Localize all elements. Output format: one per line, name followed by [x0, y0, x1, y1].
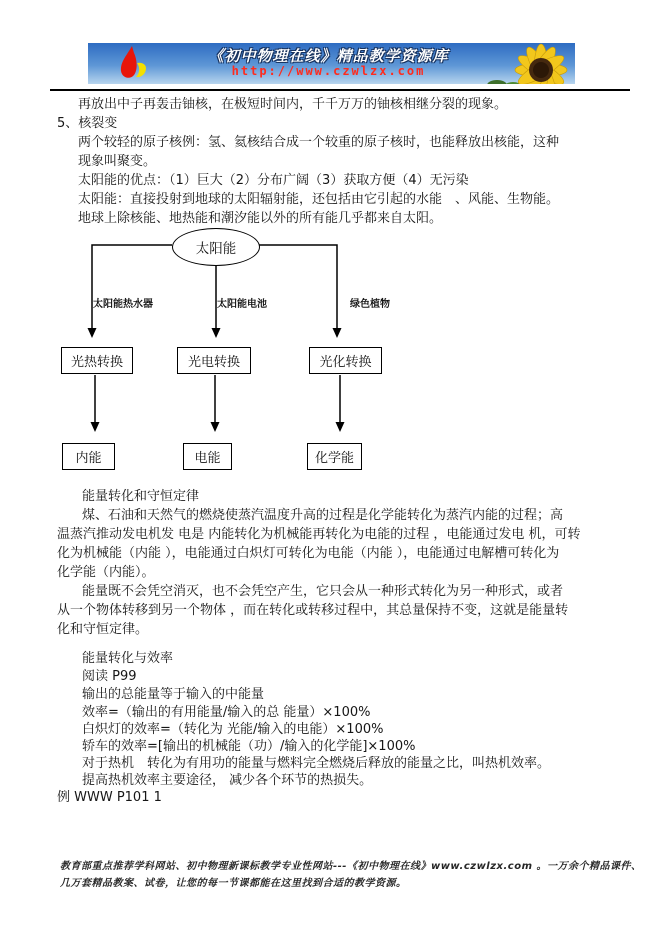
doc-line-5: 太阳能的优点：（1）巨大（2）分布广阔（3）获取方便（4）无污染: [78, 173, 469, 188]
header-divider: [50, 89, 630, 91]
doc-line-23: 提高热机效率主要途径， 减少各个环节的热损失。: [82, 773, 373, 788]
flowchart-result-node-3: 化学能: [307, 443, 362, 470]
doc-line-6: 太阳能：直接投射到地球的太阳辐射能，还包括由它引起的水能 、风能、生物能。: [78, 192, 560, 207]
flowchart-branch-label-green-plant: 绿色植物: [350, 299, 390, 310]
header-banner: [88, 43, 575, 84]
flowchart-connectors: [0, 225, 420, 480]
flowchart-branch-label-solar-cell: 太阳能电池: [217, 299, 267, 310]
doc-line-24: 例 WWW P101 1: [57, 790, 162, 805]
banner-title: 《初中物理在线》精品教学资源库: [208, 47, 449, 65]
doc-line-12: 化学能（内能）。: [57, 565, 155, 580]
flowchart-result-node-1: 内能: [62, 443, 115, 470]
flowchart-process-node-2: 光电转换: [177, 347, 251, 374]
doc-line-21: 轿车的效率=[输出的机械能（功）/输入的化学能]×100%: [82, 739, 416, 754]
doc-line-17: 阅读 P99: [82, 669, 137, 684]
doc-line-3: 两个较轻的原子核例：氢、氦核结合成一个较重的原子核时，也能释放出核能，这种: [78, 135, 560, 150]
footer-line-1: 教育部重点推荐学科网站、初中物理新课标教学专业性网站---《初中物理在线》www.czwlzx.com 。一万余个精品课件、: [60, 861, 642, 872]
doc-line-11: 化为机械能（内能 ），电能通过白炽灯可转化为电能（内能 ），电能通过电解槽可转化为: [57, 546, 560, 561]
doc-line-8: 能量转化和守恒定律: [82, 489, 200, 504]
doc-line-9: 煤、石油和天然气的燃烧使蒸汽温度升高的过程是化学能转化为蒸汽内能的过程；高: [82, 508, 564, 523]
flowchart-branch-label-solar-heater: 太阳能热水器: [93, 299, 153, 310]
sunflower-image: [483, 43, 575, 84]
flowchart-result-node-2: 电能: [183, 443, 232, 470]
flowchart-process-node-1: 光热转换: [61, 347, 133, 374]
flowchart-process-node-3: 光化转换: [309, 347, 382, 374]
doc-line-10: 温蒸汽推动发电机发 电是 内能转化为机械能再转化为电能的过程 ，电能通过发电 机，可转: [57, 527, 581, 542]
flowchart-root-node: 太阳能: [172, 228, 260, 266]
footer-line-2: 几万套精品教案、试卷，让您的每一节课都能在这里找到合适的教学资源。: [60, 878, 407, 889]
banner-url-text: http://www.czwlzx.com: [231, 64, 426, 78]
doc-line-16: 能量转化与效率: [82, 651, 174, 666]
doc-line-7: 地球上除核能、地热能和潮汐能以外的所有能几乎都来自太阳。: [78, 211, 443, 226]
doc-line-14: 从一个物体转移到另一个物体 ，而在转化或转移过程中，其总量保持不变，这就是能量转: [57, 603, 569, 618]
doc-line-4: 现象叫聚变。: [78, 154, 157, 169]
doc-line-15: 化和守恒定律。: [57, 622, 149, 637]
doc-line-1: 再放出中子再轰击铀核，在极短时间内，千千万万的铀核相继分裂的现象。: [78, 97, 508, 112]
doc-line-20: 白炽灯的效率=（转化为 光能/输入的电能）×100%: [82, 722, 384, 737]
site-logo-icon: [110, 45, 154, 83]
doc-line-22: 对于热机 转化为有用功的能量与燃料完全燃烧后释放的能量之比，叫热机效率。: [82, 756, 551, 771]
doc-line-13: 能量既不会凭空消灭，也不会凭空产生，它只会从一种形式转化为另一种形式，或者: [82, 584, 564, 599]
doc-line-2: 5、核裂变: [57, 116, 118, 131]
doc-line-19: 效率=（输出的有用能量/输入的总 能量）×100%: [82, 705, 371, 720]
doc-line-18: 输出的总能量等于输入的中能量: [82, 687, 265, 702]
